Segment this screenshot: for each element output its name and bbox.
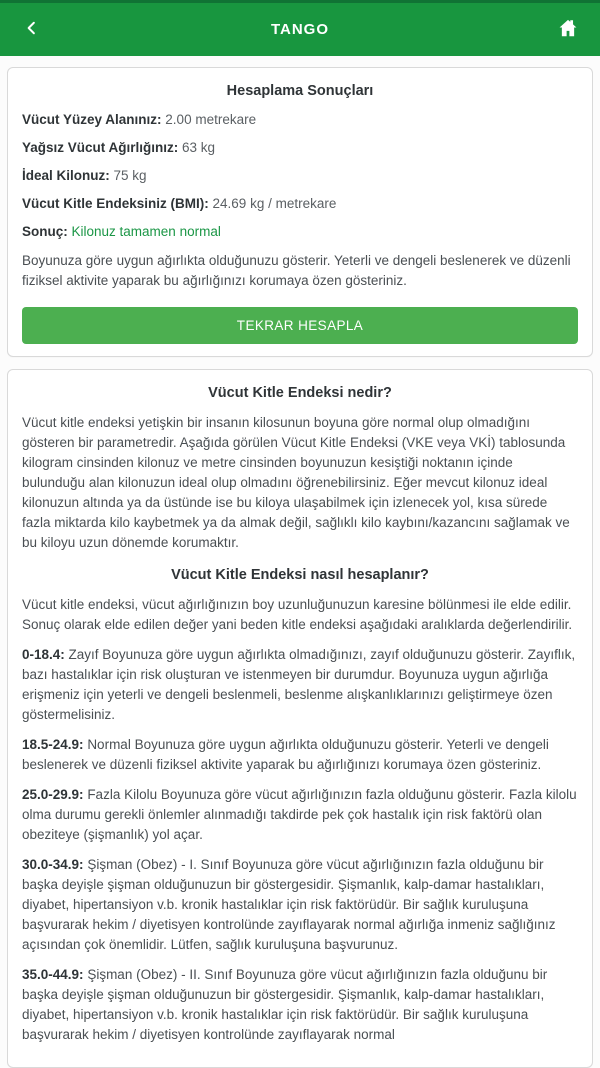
result-value: 63 kg	[182, 140, 216, 155]
result-row-body-surface	[22, 111, 578, 128]
result-label: İdeal Kilonuz:	[22, 168, 110, 183]
bmi-range-text: Şişman (Obez) - II. Sınıf Boyunuza göre vücut ağırlığınızın fazla olduğunu bir başka deyişle şişman olduğunuzun bir göstergesidir. Şişmanlık, kalp-damar hastalıkları, diyabet, hipertansiyon v.b. kronik hastalıklar için risk faktörüdür. Bir sağlık kuruluşuna başvurarak hekim / diyetisyen kontrolünde zayıflayarak normal	[22, 967, 548, 1042]
bmi-range-obese-1	[22, 855, 578, 955]
info-heading-how-calculated: Vücut Kitle Endeksi nasıl hesaplanır?	[171, 567, 429, 583]
home-button[interactable]	[554, 16, 582, 44]
bmi-range-normal	[22, 735, 578, 775]
bmi-range-underweight	[22, 645, 578, 725]
results-card-title: Hesaplama Sonuçları	[226, 83, 374, 99]
home-icon	[557, 17, 579, 42]
bmi-range-text: Şişman (Obez) - I. Sınıf Boyunuza göre vücut ağırlığınızın fazla olduğunu bir başka deyişle şişman olduğunuzun bir göstergesidir. Şişmanlık, kalp-damar hastalıkları, diyabet, hipertansiyon v.b. kronik hastalıklar için risk faktörüdür. Bir sağlık kuruluşuna başvurarak hekim / diyetisyen kontrolünde zayıflayarak normal ağırlığa inmeniz sağlığınız açısından çok önemlidir. Lütfen, sağlık kuruluşuna başvurunuz.	[22, 857, 556, 952]
result-row-bmi	[22, 195, 578, 212]
bmi-range-label: 35.0-44.9:	[22, 967, 84, 982]
result-verdict-value: Kilonuz tamamen normal	[71, 224, 221, 239]
result-value: 75 kg	[113, 168, 147, 183]
recalculate-button[interactable]: TEKRAR HESAPLA	[22, 307, 578, 344]
result-label: Yağsız Vücut Ağırlığınız:	[22, 140, 179, 155]
bmi-range-label: 30.0-34.9:	[22, 857, 84, 872]
info-heading-what-is-bmi: Vücut Kitle Endeksi nedir?	[208, 385, 392, 401]
result-row-ideal-weight	[22, 167, 578, 184]
bmi-range-text: Fazla Kilolu Boyunuza göre vücut ağırlığınızın fazla olduğunu gösterir. Fazla kilolu olma durumu gerekli önlemler alınmadığı takdirde pek çok hastalık için risk faktörü olan obeziteye (şişmanlık) yol açar.	[22, 787, 577, 842]
result-label: Vücut Yüzey Alanınız:	[22, 112, 162, 127]
back-button[interactable]	[18, 16, 46, 44]
results-card	[7, 67, 593, 357]
result-row-lean-mass	[22, 139, 578, 156]
bmi-range-obese-2	[22, 965, 578, 1045]
result-row-verdict	[22, 223, 578, 240]
bmi-range-text: Normal Boyunuza göre uygun ağırlıkta olduğunuzu gösterir. Yeterli ve dengeli beslenerek ve düzenli fiziksel aktivite yaparak bu ağırlığınızı korumaya özen gösteriniz.	[22, 737, 549, 772]
bmi-range-label: 25.0-29.9:	[22, 787, 84, 802]
bmi-info-card	[7, 369, 593, 1068]
bmi-range-text: Zayıf Boyunuza göre uygun ağırlıkta olmadığınızı, zayıf olduğunuzu gösterir. Zayıflık, bazı hastalıklar için risk oluşturan ve istenmeyen bir durumdur. Boyunuza uygun ağırlığa erişmeniz için yeterli ve dengeli beslenmeli, beslenme alışkanlıklarınızı geliştirmeye özen göstermelisiniz.	[22, 647, 576, 722]
back-chevron-icon	[23, 19, 41, 40]
result-label: Vücut Kitle Endeksiniz (BMI):	[22, 196, 209, 211]
result-value: 24.69 kg / metrekare	[212, 196, 337, 211]
app-bar	[0, 3, 600, 56]
result-label: Sonuç:	[22, 224, 68, 239]
bmi-range-overweight	[22, 785, 578, 845]
info-paragraph-what-is-bmi: Vücut kitle endeksi yetişkin bir insanın kilosunun boyuna göre normal olup olmadığını gösteren bir parametredir. Aşağıda görülen Vücut Kitle Endeksi (VKE veya VKİ) tablosunda kilogram cinsinden kilonuz ve metre cinsinden boyunuzun kesiştiği noktanın içinde bulunduğu alan kilonuzun ideal olup olmadını öğrenebilirsiniz. Eğer mevcut kilonuz ideal kilonuzun altında ya da üstünde ise bu kiloya ulaşabilmek için izlenecek yol, kısa sürede fazla miktarda kilo kaybetmek ya da almak değil, sağlıklı kilo kaybını/kazancını sağlamak ve bu kiloyu uzun dönemde korumaktır.	[22, 415, 570, 550]
bmi-range-label: 0-18.4:	[22, 647, 65, 662]
info-paragraph-how-calculated: Vücut kitle endeksi, vücut ağırlığınızın boy uzunluğunuzun karesine bölünmesi ile elde edilir. Sonuç olarak elde edilen değer yani beden kitle endeksi aşağıdaki aralıklarda değerlendirilir.	[22, 597, 573, 632]
result-value: 2.00 metrekare	[165, 112, 257, 127]
page-title: TANGO	[270, 21, 330, 38]
result-note: Boyunuza göre uygun ağırlıkta olduğunuzu gösterir. Yeterli ve dengeli beslenerek ve düzenli fiziksel aktivite yaparak bu ağırlığınızı korumaya özen gösteriniz.	[22, 253, 571, 288]
bmi-range-label: 18.5-24.9:	[22, 737, 84, 752]
page-content	[0, 56, 600, 1068]
